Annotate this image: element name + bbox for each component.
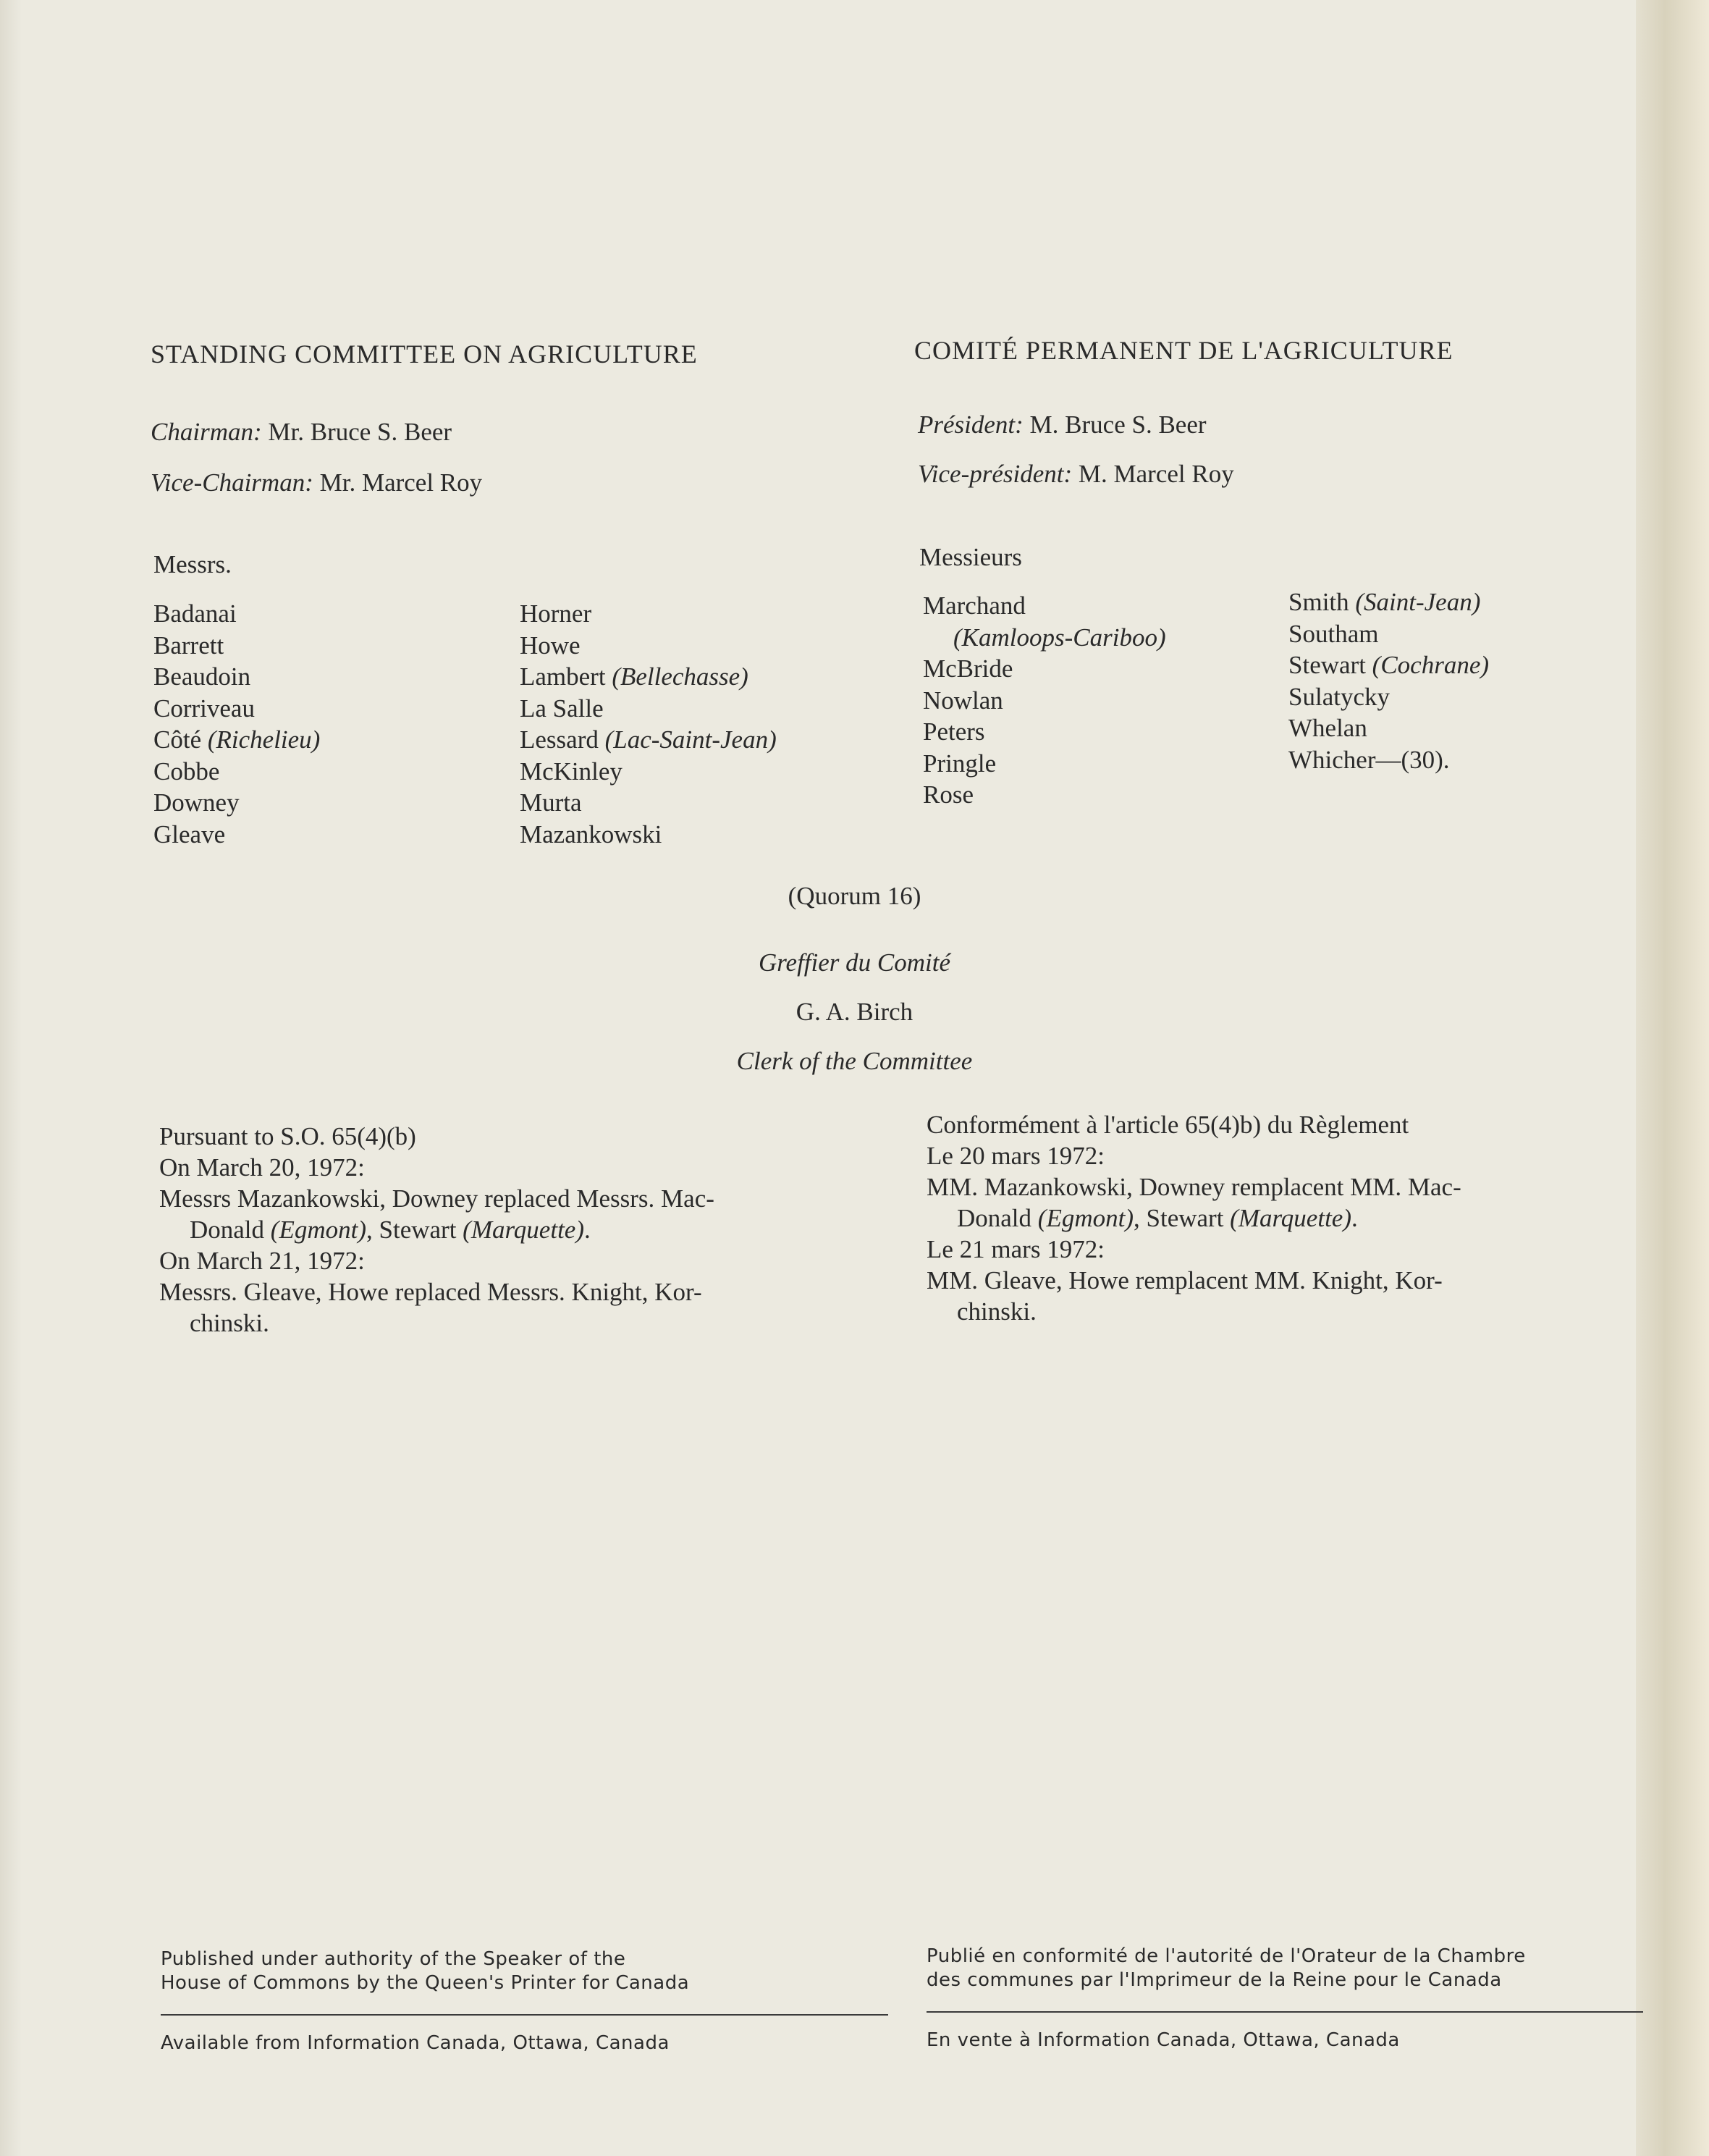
pursuant-line: chinski.: [957, 1297, 1037, 1326]
member-name: Howe: [520, 631, 581, 660]
member-name: Rose: [923, 780, 974, 809]
member-name: Whelan: [1288, 714, 1367, 742]
clerk-label: Clerk of the Committee: [736, 1047, 973, 1075]
member-name-with-riding: Stewart (Cochrane): [1288, 651, 1490, 679]
vice-chairman-line: [151, 468, 482, 497]
member-name: Barrett: [153, 631, 224, 660]
members-heading-fr: Messieurs: [919, 543, 1022, 571]
member-name: Downey: [153, 788, 240, 817]
member-name: Mazankowski: [520, 820, 662, 848]
member-name: McBride: [923, 654, 1013, 683]
committee-title-en: STANDING COMMITTEE ON AGRICULTURE: [151, 340, 698, 369]
vice-president-line: [918, 460, 1234, 489]
pursuant-line: MM. Mazankowski, Downey remplacent MM. Mac-: [927, 1173, 1461, 1201]
pursuant-en: [159, 1121, 714, 1339]
member-name: La Salle: [520, 694, 604, 723]
members-heading-en: Messrs.: [153, 550, 232, 578]
footer-available-en: Available from Information Canada, Ottawa, Canada: [161, 2032, 670, 2054]
members-list-fr-col1: [923, 590, 1166, 811]
footer-line: House of Commons by the Queen's Printer for Canada: [161, 1972, 690, 1994]
pursuant-line: MM. Gleave, Howe remplacent MM. Knight, Kor-: [927, 1266, 1443, 1294]
member-riding: (Kamloops-Cariboo): [953, 623, 1166, 652]
vice-chairman-label: Vice-Chairman:: [151, 468, 313, 497]
chairman-line: [151, 418, 452, 447]
pursuant-line: On March 21, 1972:: [159, 1247, 365, 1275]
president-name: M. Bruce S. Beer: [1029, 410, 1207, 439]
member-name-with-riding: Lessard (Lac-Saint-Jean): [520, 725, 777, 754]
member-name: Marchand: [923, 591, 1026, 620]
member-name: Nowlan: [923, 686, 1003, 715]
vice-chairman-name: Mr. Marcel Roy: [319, 468, 483, 497]
member-name: Murta: [520, 788, 582, 817]
member-name: Cobbe: [153, 757, 220, 786]
quorum: (Quorum 16): [788, 882, 921, 910]
member-name: Gleave: [153, 820, 226, 848]
pursuant-line: Messrs Mazankowski, Downey replaced Messrs. Mac-: [159, 1184, 714, 1213]
footer-line: Publié en conformité de l'autorité de l'Orateur de la Chambre: [927, 1945, 1526, 1967]
member-name-with-riding: Smith (Saint-Jean): [1288, 588, 1481, 616]
member-name: Southam: [1288, 619, 1379, 648]
pursuant-fr: [927, 1109, 1461, 1327]
members-list-fr-col2: [1288, 586, 1489, 775]
president-label: Président:: [918, 410, 1024, 439]
page-right-edge: [1636, 0, 1709, 2156]
pursuant-line: Conformément à l'article 65(4)b) du Règlement: [927, 1111, 1409, 1139]
pursuant-line: Messrs. Gleave, Howe replaced Messrs. Knight, Kor-: [159, 1278, 702, 1306]
pursuant-line: Pursuant to S.O. 65(4)(b): [159, 1122, 416, 1150]
vice-president-label: Vice-président:: [918, 460, 1073, 488]
member-name: Badanai: [153, 599, 237, 628]
pursuant-line: chinski.: [190, 1309, 269, 1337]
pursuant-line: Donald (Egmont), Stewart (Marquette).: [957, 1204, 1358, 1232]
footer-available-fr: En vente à Information Canada, Ottawa, Canada: [927, 2029, 1400, 2051]
footer-line: des communes par l'Imprimeur de la Reine pour le Canada: [927, 1969, 1502, 1991]
footer-rule-en: [161, 2014, 888, 2016]
greffier-label: Greffier du Comité: [758, 948, 951, 977]
member-name: Beaudoin: [153, 662, 251, 691]
president-line: [918, 410, 1207, 439]
chairman-label: Chairman:: [151, 418, 262, 446]
pursuant-line: Donald (Egmont), Stewart (Marquette).: [190, 1216, 591, 1244]
members-list-en-col1: [153, 598, 320, 850]
member-name: Peters: [923, 717, 985, 746]
member-name: Sulatycky: [1288, 682, 1390, 711]
members-list-en-col2: [520, 598, 777, 850]
page-left-edge: [0, 0, 22, 2156]
footer-published-en: [161, 1947, 689, 1995]
footer-line: Published under authority of the Speaker of the: [161, 1948, 626, 1970]
member-name: Pringle: [923, 749, 997, 778]
pursuant-line: Le 20 mars 1972:: [927, 1142, 1105, 1170]
footer-rule-fr: [927, 2011, 1643, 2013]
footer-published-fr: [927, 1945, 1526, 1992]
chairman-name: Mr. Bruce S. Beer: [268, 418, 452, 446]
member-name-with-riding: Lambert (Bellechasse): [520, 662, 748, 691]
member-name: Horner: [520, 599, 592, 628]
pursuant-line: Le 21 mars 1972:: [927, 1235, 1105, 1263]
committee-title-fr: COMITÉ PERMANENT DE L'AGRICULTURE: [914, 336, 1453, 365]
member-name: Corriveau: [153, 694, 255, 723]
member-name-with-riding: Côté (Richelieu): [153, 725, 321, 754]
member-name: McKinley: [520, 757, 623, 786]
clerk-name: G. A. Birch: [796, 998, 913, 1026]
member-name: Whicher—(30).: [1288, 745, 1450, 774]
vice-president-name: M. Marcel Roy: [1078, 460, 1234, 488]
pursuant-line: On March 20, 1972:: [159, 1153, 365, 1182]
